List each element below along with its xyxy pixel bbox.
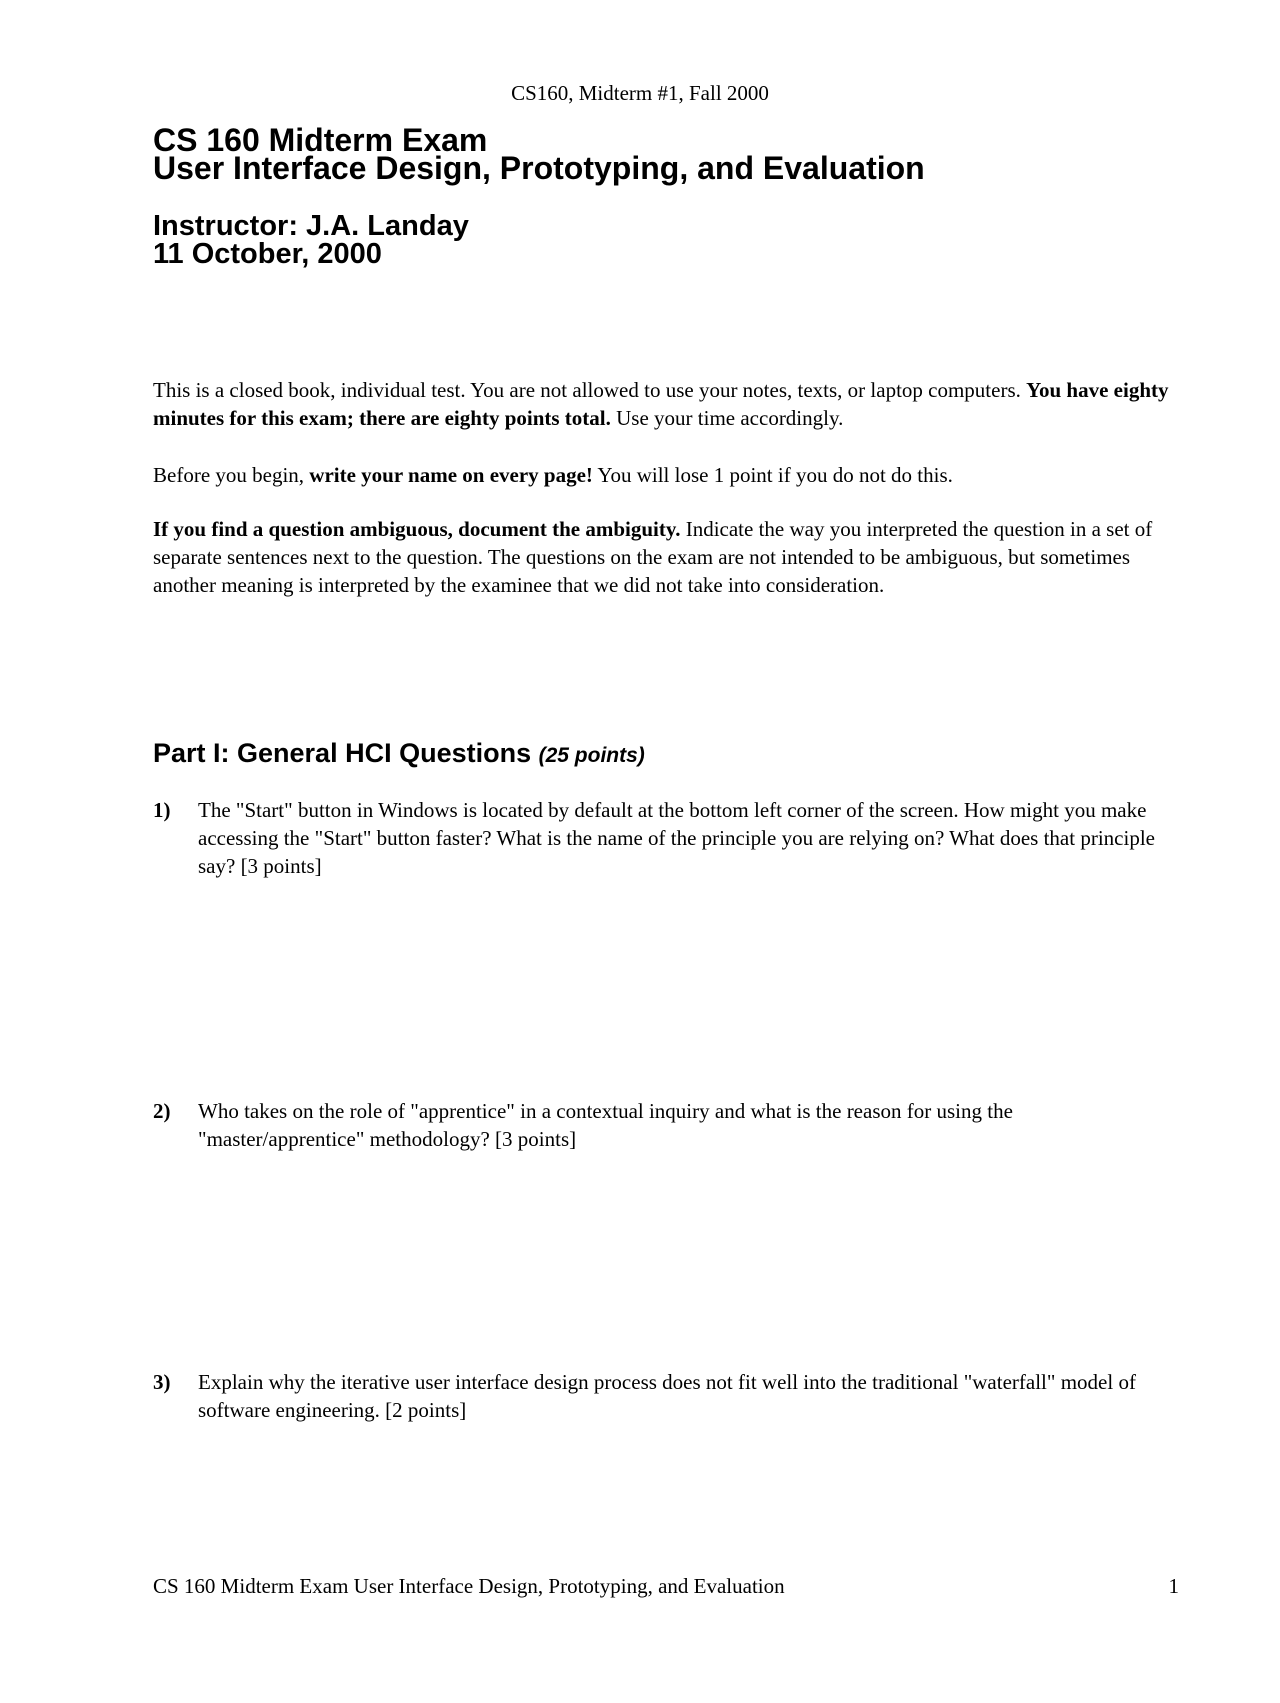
- question-text: Explain why the iterative user interface design process does not fit well into the traditional "waterfall" model of software engineering. [2 points]: [198, 1370, 1136, 1422]
- exam-title: [153, 122, 1153, 186]
- question-1: [153, 796, 1183, 880]
- rules-text: This is a closed book, individual test. You are not allowed to use your notes, texts, or laptop computers.: [153, 378, 1027, 402]
- page-number: 1: [1168, 1574, 1179, 1598]
- name-tail: You will lose 1 point if you do not do this.: [592, 463, 953, 487]
- instructions-name-paragraph: [153, 461, 1183, 489]
- ambiguity-emphasis: If you find a question ambiguous, document the ambiguity.: [153, 517, 681, 541]
- name-emphasis: write your name on every page!: [309, 463, 593, 487]
- instructor-block: [153, 212, 1153, 268]
- name-lead: Before you begin,: [153, 463, 310, 487]
- exam-title-line2: User Interface Design, Prototyping, and Evaluation: [153, 150, 925, 186]
- running-header: CS160, Midterm #1, Fall 2000: [511, 81, 769, 105]
- rules-time-emphasis: You have eighty minutes for this exam; there are eighty points total.: [153, 378, 1169, 430]
- instructions-ambiguity-paragraph: [153, 515, 1183, 599]
- footer-title: CS 160 Midterm Exam User Interface Design, Prototyping, and Evaluation: [153, 1574, 785, 1598]
- instructor-name: Instructor: J.A. Landay: [153, 210, 469, 242]
- question-number: 2): [153, 1099, 171, 1123]
- part1-title: Part I: General HCI Questions: [153, 738, 532, 768]
- part1-heading: [153, 737, 645, 772]
- rules-tail: Use your time accordingly.: [610, 406, 844, 430]
- ambiguity-tail: Indicate the way you interpreted the question in a set of separate sentences next to the question. The questions on the exam are not intended to be ambiguous, but sometimes another meaning is interpreted by the examinee that we did not take into consideration.: [153, 517, 1153, 597]
- question-number: 1): [153, 798, 171, 822]
- exam-date: 11 October, 2000: [153, 238, 382, 270]
- exam-title-line1: CS 160 Midterm Exam: [153, 122, 488, 158]
- part1-points: (25 points): [538, 744, 645, 767]
- instructions-rules-paragraph: [153, 376, 1183, 432]
- question-3: [153, 1368, 1183, 1424]
- question-text: Who takes on the role of "apprentice" in a contextual inquiry and what is the reason for using the "master/apprentice" methodology? [3 points]: [198, 1099, 1013, 1151]
- question-number: 3): [153, 1370, 171, 1394]
- question-2: [153, 1097, 1183, 1153]
- question-text: The "Start" button in Windows is located by default at the bottom left corner of the screen. How might you make accessing the "Start" button faster? What is the name of the principle you are relying on? What does that principle say? [3 points]: [198, 798, 1155, 878]
